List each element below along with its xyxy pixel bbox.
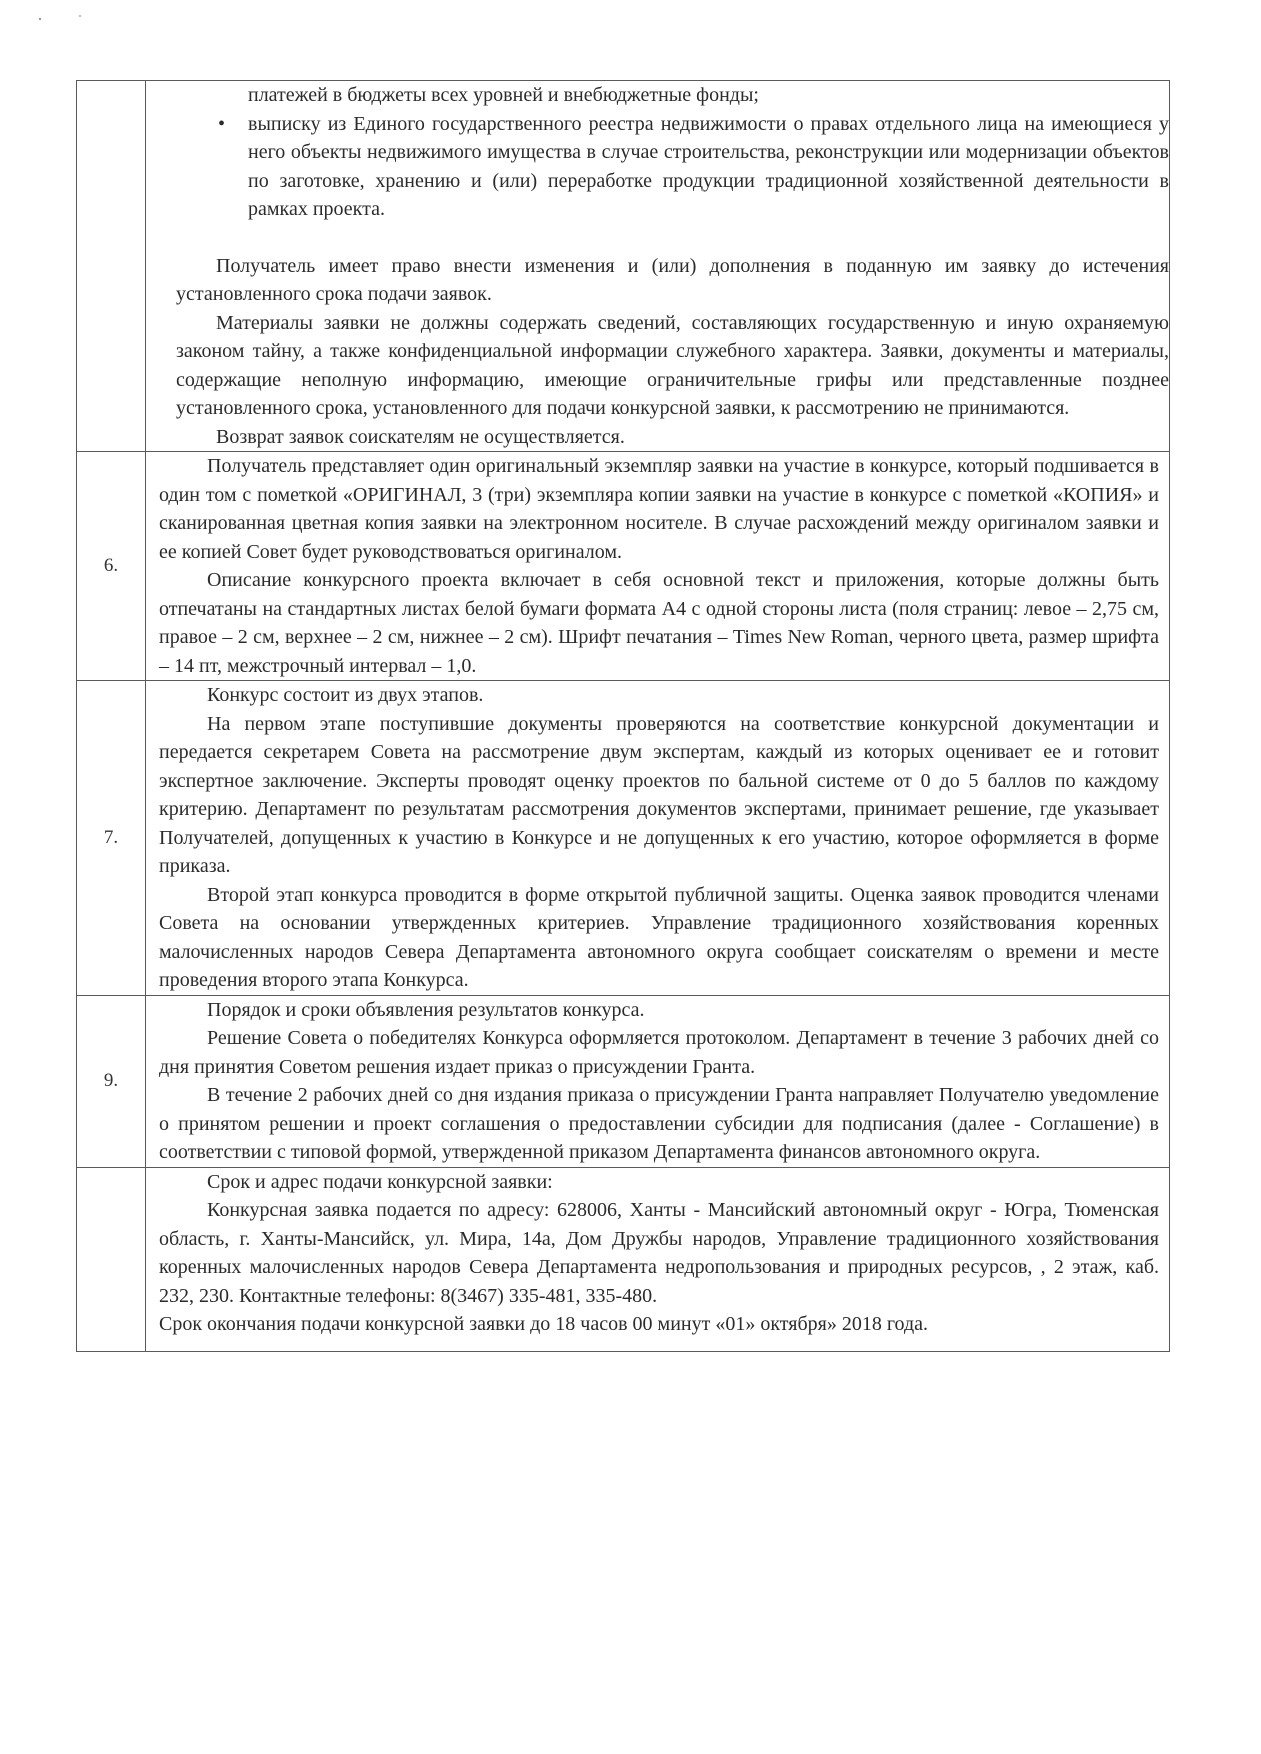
document-table	[76, 80, 1170, 1352]
bullet-icon: •	[218, 112, 226, 135]
row-content-cell	[146, 452, 1170, 681]
paragraph: Решение Совета о победителях Конкурса оформляется протоколом. Департамент в течение 3 рабочих дней со дня принятия Советом решения издает приказ о присуждении Гранта.	[159, 1027, 1159, 1078]
row-content-cell	[146, 81, 1170, 452]
paragraph: В течение 2 рабочих дней со дня издания приказа о присуждении Гранта направляет Получателю уведомление о принятом решении и проект соглашения о предоставлении субсидии для подписания (далее - Соглашение) в соответствии с типовой формой, утвержденной приказом Департамента финансов автономного округа.	[159, 1084, 1159, 1163]
paragraph: Второй этап конкурса проводится в форме открытой публичной защиты. Оценка заявок проводится членами Совета на основании утвержденных критериев. Управление традиционного хозяйствования коренных малочисленных народов Севера Департамента автономного округа сообщает соискателям о времени и месте проведения второго этапа Конкурса.	[159, 883, 1159, 991]
paragraph: Срок окончания подачи конкурсной заявки до 18 часов 00 минут «01» октября» 2018 года.	[159, 1313, 929, 1335]
paragraph: Конкурсная заявка подается по адресу: 628006, Ханты - Мансийский автономный округ - Югра, Тюменская область, г. Ханты-Мансийск, ул. Мира, 14а, Дом Дружбы народов, Управление традиционного хозяйствования коренных малочисленных народов Севера Департамента недропользования и природных ресурсов, , 2 этаж, каб. 232, 230. Контактные телефоны: 8(3467) 335-481, 335-480.	[159, 1199, 1159, 1307]
paragraph: Получатель имеет право внести изменения и (или) дополнения в поданную им заявку до истечения установленного срока подачи заявок.	[176, 254, 1169, 305]
row-content-cell	[146, 1167, 1170, 1351]
paragraph: Материалы заявки не должны содержать сведений, составляющих государственную и иную охраняемую законом тайну, а также конфиденциальной информации служебного характера. Заявки, документы и материалы, содержащие неполную информацию, имеющие ограничительные грифы или представленные позднее установленного срока, установленного для подачи конкурсной заявки, к рассмотрению не принимаются.	[176, 311, 1169, 419]
paragraph: Срок и адрес подачи конкурсной заявки:	[207, 1170, 553, 1193]
table-row	[77, 81, 1170, 452]
row-number-cell: 6.	[77, 452, 146, 681]
paragraph: Возврат заявок соискателям не осуществляется.	[216, 425, 625, 448]
row-number-cell: 7.	[77, 681, 146, 996]
paragraph: Получатель представляет один оригинальный экземпляр заявки на участие в конкурсе, который подшивается в один том с пометкой «ОРИГИНАЛ, 3 (три) экземпляра копии заявки на участие в конкурсе с пометкой «КОПИЯ» и сканированная цветная копия заявки на электронном носителе. В случае расхождений между оригиналом заявки и ее копией Совет будет руководствоваться оригиналом.	[159, 455, 1159, 563]
table-row	[77, 681, 1170, 996]
paragraph: Порядок и сроки объявления результатов конкурса.	[207, 998, 645, 1021]
spacer	[176, 224, 1169, 252]
table-row	[77, 995, 1170, 1167]
paragraph: Описание конкурсного проекта включает в себя основной текст и приложения, которые должны быть отпечатаны на стандартных листах белой бумаги формата А4 с одной стороны листа (поля страниц: левое – 2,75 см, правое – 2 см, верхнее – 2 см, нижнее – 2 см). Шрифт печатания – Times New Roman, черного цвета, размер шрифта – 14 пт, межстрочный интервал – 1,0.	[159, 569, 1159, 677]
row-content-cell	[146, 995, 1170, 1167]
row-number-cell	[77, 1167, 146, 1351]
list-item	[218, 110, 1169, 224]
scan-specks	[30, 10, 90, 20]
table-row	[77, 452, 1170, 681]
table-row	[77, 1167, 1170, 1351]
row-number-cell: 9.	[77, 995, 146, 1167]
bullet-list	[176, 110, 1169, 224]
paragraph: На первом этапе поступившие документы проверяются на соответствие конкурсной документации и передается секретарем Совета на рассмотрение двум экспертам, каждый из которых оценивает ее и готовит экспертное заключение. Эксперты проводят оценку проектов по бальной системе от 0 до 5 баллов по каждому критерию. Департамент по результатам рассмотрения документов экспертами, принимает решение, где указывает Получателей, допущенных к участию в Конкурсе и не допущенных к его участию, которое оформляется в форме приказа.	[159, 712, 1159, 877]
paragraph: платежей в бюджеты всех уровней и внебюджетные фонды;	[248, 84, 759, 106]
row-content-cell	[146, 681, 1170, 996]
row-number-cell	[77, 81, 146, 452]
list-item-text: выписку из Единого государственного реестра недвижимости о правах отдельного лица на имеющиеся у него объекты недвижимого имущества в случае строительства, реконструкции или модернизации объектов по заготовке, хранению и (или) переработке продукции традиционной хозяйственной деятельности в рамках проекта.	[248, 112, 1169, 220]
paragraph: Конкурс состоит из двух этапов.	[207, 684, 484, 706]
